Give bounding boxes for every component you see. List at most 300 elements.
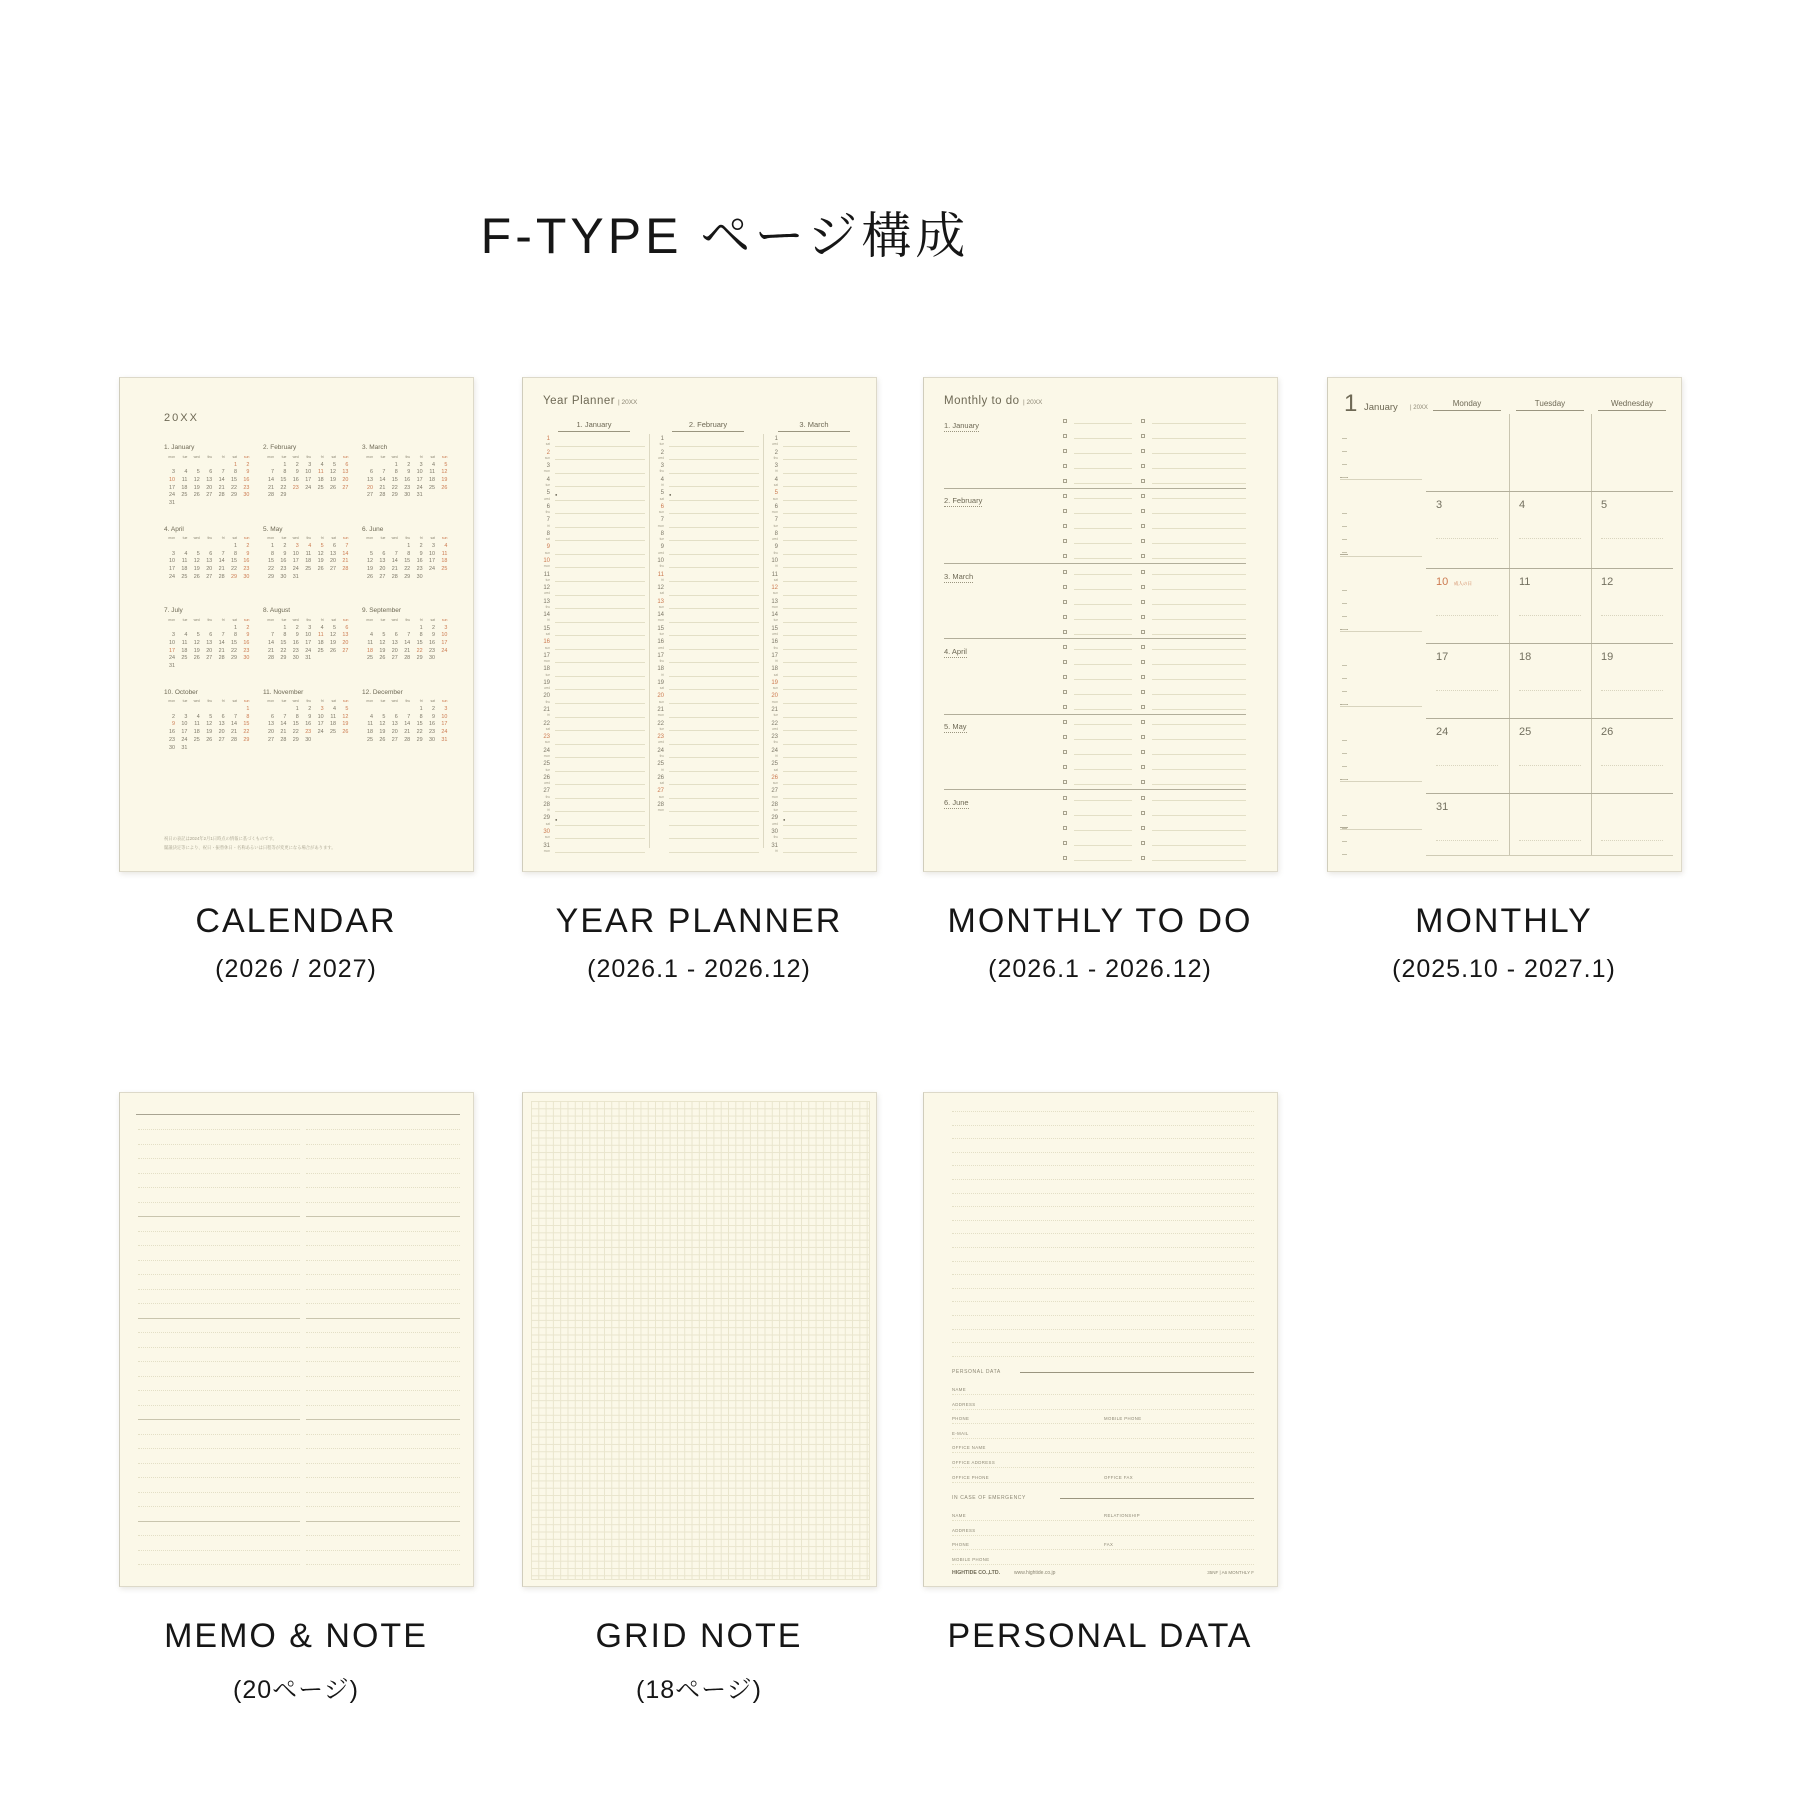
mini-date: 6 <box>271 713 274 720</box>
mini-date: 21 <box>342 558 349 565</box>
todo-line <box>1074 543 1132 544</box>
monthly-margin-dash <box>1342 854 1347 855</box>
memo-line <box>306 1535 460 1536</box>
mini-weekday-header: sat <box>430 454 435 459</box>
mini-date: 8 <box>394 469 398 476</box>
todo-checkbox <box>1063 570 1067 574</box>
mini-date: 30 <box>429 655 435 662</box>
mini-date: 26 <box>342 729 349 736</box>
mini-date: 24 <box>317 729 324 736</box>
year-planner-day-number: 12 <box>543 585 550 592</box>
todo-checkbox <box>1063 765 1067 769</box>
mini-date: 17 <box>169 484 175 491</box>
todo-line <box>1152 438 1246 439</box>
mini-weekday-header: mon <box>267 699 274 703</box>
year-planner-day-number: 27 <box>543 788 550 795</box>
mini-date: 24 <box>416 484 423 491</box>
year-planner-row-line <box>555 581 645 582</box>
year-planner-day-weekday: mon <box>543 469 550 474</box>
mini-date: 15 <box>231 476 237 483</box>
todo-checkbox <box>1063 660 1067 664</box>
mini-date: 25 <box>429 484 435 491</box>
year-planner-day-weekday: sun <box>544 455 550 460</box>
mini-date: 19 <box>193 566 200 573</box>
mini-weekday-header: tue <box>380 617 386 622</box>
mini-date: 15 <box>280 639 287 646</box>
mini-date: 11 <box>181 558 188 565</box>
mini-date: 22 <box>404 566 411 573</box>
year-planner-day-weekday: sun <box>658 510 664 515</box>
mini-date: 29 <box>404 573 411 580</box>
year-planner-row-line <box>555 852 645 853</box>
personal-field-line <box>952 1452 1254 1453</box>
monthly-margin-dash <box>1342 678 1347 679</box>
mini-date: 21 <box>268 647 274 654</box>
year-planner-row-line <box>669 595 759 596</box>
year-planner-row-line <box>555 595 645 596</box>
todo-checkbox <box>1141 796 1145 800</box>
caption-monthly-todo <box>900 902 1300 984</box>
mini-date: 4 <box>444 543 448 549</box>
mini-date: 2 <box>172 713 175 720</box>
mini-date: 12 <box>193 558 200 565</box>
todo-checkbox <box>1063 856 1067 860</box>
mini-month-label: 11. November <box>263 688 304 696</box>
memo-line <box>306 1390 460 1391</box>
mini-date: 5 <box>382 713 386 720</box>
personal-note-line <box>952 1220 1254 1221</box>
year-planner-row-line <box>783 567 857 568</box>
year-planner-day-number: 9 <box>660 544 664 551</box>
year-planner-day-number: 18 <box>543 666 550 673</box>
year-planner-row-line <box>669 459 759 460</box>
year-planner-day-weekday: sun <box>544 835 550 840</box>
mini-date: 20 <box>218 729 225 736</box>
year-planner-day-weekday: tue <box>773 808 778 813</box>
mini-date: 13 <box>330 550 336 557</box>
mini-date: 30 <box>404 492 411 499</box>
mini-date: 1 <box>283 461 287 468</box>
mini-date: 4 <box>184 550 188 557</box>
mini-date: 25 <box>181 492 188 499</box>
monthly-margin-dash <box>1342 704 1347 705</box>
monthly-date: 19 <box>1601 651 1614 663</box>
mini-date: 29 <box>243 736 250 743</box>
year-planner-day-weekday: sun <box>544 740 550 745</box>
year-planner-day-number: 23 <box>543 734 550 741</box>
year-planner-day-number: 24 <box>771 747 778 754</box>
thumbnail-monthly-todo-page <box>923 377 1278 872</box>
year-planner-day-number: 8 <box>660 530 664 537</box>
mini-date: 31 <box>181 744 188 751</box>
mini-date: 10 <box>169 558 175 565</box>
todo-checkbox <box>1141 449 1145 453</box>
mini-date: 20 <box>206 647 213 654</box>
year-planner-row-line <box>555 744 645 745</box>
mini-weekday-header: sun <box>342 536 349 540</box>
todo-line <box>1074 815 1132 816</box>
todo-line <box>1152 649 1246 650</box>
year-planner-day-weekday: mon <box>657 618 664 623</box>
mini-date: 24 <box>441 647 448 654</box>
mini-date: 30 <box>169 744 175 751</box>
mini-date: 21 <box>404 729 411 736</box>
mini-date: 24 <box>305 484 312 491</box>
personal-field-line <box>952 1423 1254 1424</box>
mini-date: 25 <box>367 736 373 743</box>
monthly-margin-line <box>1340 556 1422 557</box>
year-planner-day-number: 13 <box>771 598 778 605</box>
mini-weekday-header: thu <box>207 536 213 540</box>
mini-date: 14 <box>218 639 225 646</box>
todo-line <box>1074 438 1132 439</box>
personal-field-line <box>952 1520 1254 1521</box>
monthly-date: 10 <box>1436 576 1449 588</box>
year-planner-row-line <box>783 717 857 718</box>
mini-date: 8 <box>295 713 299 720</box>
year-planner-day-number: 13 <box>543 598 550 605</box>
mini-month-label: 6. June <box>362 525 384 533</box>
mini-date: 15 <box>231 558 237 565</box>
mini-date: 17 <box>169 647 175 654</box>
year-planner-day-weekday: sun <box>658 794 664 799</box>
year-planner-day-weekday: tue <box>773 618 778 623</box>
mini-date: 19 <box>330 476 336 483</box>
year-planner-row-line <box>669 798 759 799</box>
year-planner-day-number: 4 <box>660 476 664 483</box>
personal-note-line <box>952 1165 1254 1166</box>
mini-date: 18 <box>181 484 188 491</box>
personal-field-label: MOBILE PHONE <box>952 1556 990 1562</box>
year-planner-day-number: 13 <box>657 598 664 605</box>
todo-checkbox <box>1141 690 1145 694</box>
mini-date: 13 <box>391 639 398 646</box>
todo-checkbox <box>1141 539 1145 543</box>
mini-weekday-header: sun <box>243 699 250 703</box>
mini-month <box>164 607 256 683</box>
mini-date: 17 <box>292 558 299 565</box>
monthly-grid-hline <box>1426 491 1673 492</box>
mini-date: 10 <box>416 469 423 476</box>
mini-date: 23 <box>243 566 250 573</box>
mini-date: 9 <box>172 721 175 728</box>
year-planner-day-number: 28 <box>771 801 778 808</box>
year-planner-day-number: 6 <box>774 503 778 510</box>
caption-calendar-title: CALENDAR <box>195 902 397 940</box>
personal-field-label: OFFICE NAME <box>952 1445 986 1451</box>
mini-date: 19 <box>193 484 200 491</box>
year-planner-day-weekday: wed <box>772 632 778 636</box>
year-planner-day-number: 15 <box>543 625 550 632</box>
year-planner-row-line <box>669 744 759 745</box>
mini-weekday-header: fri <box>419 536 423 540</box>
memo-line <box>138 1564 300 1565</box>
mini-date: 21 <box>218 484 225 491</box>
mini-date: 10 <box>441 632 448 639</box>
mini-date: 19 <box>330 639 336 646</box>
mini-date: 31 <box>441 736 448 743</box>
year-planner-day-number: 9 <box>774 544 778 551</box>
year-planner-day-weekday: sun <box>544 550 550 555</box>
todo-line <box>1152 483 1246 484</box>
year-planner-day-number: 28 <box>543 801 550 808</box>
memo-line <box>306 1144 460 1145</box>
mini-date: 8 <box>419 713 423 720</box>
mini-date: 14 <box>231 721 237 728</box>
mini-date: 24 <box>169 492 175 499</box>
year-planner-day-weekday: thu <box>545 699 550 704</box>
mini-date: 19 <box>193 647 200 654</box>
mini-date: 7 <box>234 713 237 720</box>
mini-weekday-header: mon <box>168 617 175 622</box>
mini-date: 16 <box>429 721 435 728</box>
mini-date: 14 <box>268 476 274 483</box>
mini-month-label: 9. September <box>362 607 402 614</box>
year-planner-day-weekday: wed <box>658 740 664 745</box>
year-planner-day-weekday: fri <box>547 808 550 813</box>
personal-field-line <box>952 1482 1254 1483</box>
mini-weekday-header: sun <box>441 699 448 703</box>
mini-date: 26 <box>193 492 200 499</box>
year-planner-day-number: 17 <box>771 652 778 659</box>
year-planner-row-line <box>783 730 857 731</box>
todo-line <box>1074 679 1132 680</box>
mini-date: 8 <box>246 713 250 720</box>
mini-date: 22 <box>280 647 287 654</box>
mini-weekday-header: tue <box>182 536 188 540</box>
mini-date: 8 <box>419 632 423 639</box>
year-planner-day-number: 25 <box>657 761 664 768</box>
mini-date: 26 <box>193 573 200 580</box>
memo-line <box>138 1550 300 1551</box>
memo-line <box>138 1405 300 1406</box>
year-planner-day-weekday: sat <box>773 672 778 677</box>
mini-date: 23 <box>292 647 299 654</box>
calendar-disclaimer-line2: 閣議決定等により、祝日・振替休日・名称あるいは日程等が変更になる場合があります。 <box>164 845 336 850</box>
year-planner-row-line <box>555 527 645 528</box>
mini-month <box>164 689 256 765</box>
caption-year-planner-title: YEAR PLANNER <box>555 902 843 940</box>
memo-line <box>306 1158 460 1159</box>
mini-date: 12 <box>193 476 200 483</box>
monthly-margin-dash <box>1342 590 1347 591</box>
personal-note-line <box>952 1356 1254 1357</box>
mini-date: 14 <box>391 558 398 565</box>
mini-date: 4 <box>320 461 324 468</box>
monthly-grid-hline <box>1426 718 1673 719</box>
mini-date: 15 <box>416 721 423 728</box>
year-planner-row-line <box>783 771 857 772</box>
monthly-margin-line <box>1340 479 1422 480</box>
personal-field-line <box>952 1438 1254 1439</box>
monthly-margin-dash <box>1342 603 1347 604</box>
year-planner-day-number: 12 <box>771 585 778 592</box>
caption-year-planner <box>499 902 899 984</box>
mini-weekday-header: thu <box>306 617 312 622</box>
mini-date: 8 <box>407 550 411 557</box>
year-planner-day-number: 7 <box>660 517 664 524</box>
mini-weekday-header: wed <box>391 699 398 703</box>
year-planner-row-line <box>555 459 645 460</box>
year-planner-row-line <box>555 784 645 785</box>
year-planner-row-line <box>555 825 645 826</box>
mini-date: 11 <box>429 469 435 476</box>
mini-date: 12 <box>317 550 324 557</box>
caption-monthly-todo-range: (2026.1 - 2026.12) <box>988 955 1212 983</box>
mini-date: 3 <box>320 706 324 712</box>
monthly-margin-dash <box>1342 539 1347 540</box>
monthly-margin-dash <box>1342 629 1347 630</box>
mini-date: 2 <box>246 624 250 631</box>
mini-weekday-header: sat <box>331 454 336 459</box>
moon-phase-icon: ● <box>555 492 558 498</box>
year-planner-month-header: 1. January <box>558 420 630 432</box>
year-planner-row-line <box>783 513 857 514</box>
mini-date: 23 <box>429 729 435 736</box>
caption-grid-note-title: GRID NOTE <box>595 1617 803 1655</box>
mini-weekday-header: fri <box>419 699 423 703</box>
todo-line <box>1152 784 1246 785</box>
mini-date: 27 <box>206 492 213 499</box>
year-planner-row-line <box>555 635 645 636</box>
monthly-margin-dash <box>1342 779 1347 780</box>
mini-date: 22 <box>416 647 423 654</box>
year-planner-day-number: 14 <box>657 612 664 619</box>
todo-line <box>1152 769 1246 770</box>
todo-checkbox <box>1063 494 1067 498</box>
year-planner-day-weekday: sun <box>772 591 778 596</box>
memo-line <box>138 1332 300 1333</box>
year-planner-day-weekday: tue <box>773 713 778 718</box>
memo-line <box>306 1477 460 1478</box>
year-planner-row-line <box>783 486 857 487</box>
mini-date: 9 <box>407 469 411 476</box>
todo-checkbox <box>1141 615 1145 619</box>
mini-date: 1 <box>394 461 398 468</box>
year-planner-day-weekday: wed <box>772 537 778 542</box>
mini-date: 5 <box>196 469 200 476</box>
mini-weekday-header: sun <box>441 454 448 459</box>
memo-line <box>138 1390 300 1391</box>
mini-weekday-header: sat <box>232 454 237 459</box>
mini-weekday-header: thu <box>207 699 213 703</box>
year-planner-day-weekday: thu <box>659 564 664 569</box>
mini-date: 18 <box>429 476 435 483</box>
year-planner-day-number: 17 <box>657 652 664 659</box>
mini-weekday-header: wed <box>292 699 299 703</box>
mini-date: 7 <box>271 632 274 639</box>
year-planner-day-weekday: fri <box>547 713 550 718</box>
memo-line <box>306 1318 460 1319</box>
monthly-todo-section-divider <box>944 488 1246 489</box>
mini-date: 8 <box>283 469 287 476</box>
memo-line <box>306 1405 460 1406</box>
mini-weekday-header: sat <box>430 617 435 622</box>
mini-date: 24 <box>169 573 175 580</box>
todo-checkbox <box>1141 494 1145 498</box>
moon-phase-icon: ● <box>555 817 558 823</box>
mini-date: 28 <box>342 566 349 573</box>
mini-date: 15 <box>268 558 274 565</box>
memo-line <box>306 1332 460 1333</box>
mini-date: 10 <box>292 550 299 557</box>
mini-date: 27 <box>330 566 336 573</box>
year-planner-day-number: 26 <box>543 774 550 781</box>
monthly-margin-tick <box>1340 554 1348 555</box>
monthly-margin-line <box>1340 706 1422 707</box>
monthly-margin-dash <box>1342 766 1347 767</box>
mini-date: 24 <box>441 729 448 736</box>
todo-checkbox <box>1063 419 1067 423</box>
year-planner-day-number: 11 <box>543 571 550 578</box>
personal-section-title: IN CASE OF EMERGENCY <box>952 1495 1026 1501</box>
moon-phase-icon: ● <box>783 817 786 823</box>
mini-date: 26 <box>367 573 373 580</box>
mini-date: 20 <box>391 647 398 654</box>
year-planner-day-weekday: tue <box>545 482 550 487</box>
mini-weekday-header: tue <box>281 454 287 459</box>
mini-date: 29 <box>280 492 287 499</box>
personal-field-label: OFFICE ADDRESS <box>952 1460 996 1465</box>
mini-date: 29 <box>416 655 423 662</box>
todo-line <box>1074 724 1132 725</box>
year-planner-row-line <box>783 838 857 839</box>
todo-line <box>1074 739 1132 740</box>
mini-date: 18 <box>181 647 188 654</box>
mini-date: 6 <box>394 632 398 639</box>
year-planner-day-weekday: thu <box>773 455 778 460</box>
year-planner-day-weekday: thu <box>545 604 550 609</box>
todo-line <box>1152 558 1246 559</box>
mini-date: 18 <box>367 729 373 736</box>
year-planner-day-number: 8 <box>546 530 550 537</box>
year-planner-day-number: 6 <box>660 503 664 510</box>
monthly-todo-heading-year: | 20XX <box>1023 399 1043 406</box>
mini-date: 5 <box>370 550 373 557</box>
year-planner-row-line <box>669 825 759 826</box>
year-planner-row-line <box>783 581 857 582</box>
year-planner-day-number: 20 <box>771 693 778 700</box>
year-planner-day-weekday: mon <box>771 604 778 609</box>
mini-date: 20 <box>330 558 336 565</box>
memo-line <box>138 1419 300 1420</box>
mini-date: 30 <box>292 655 299 662</box>
year-planner-row-line <box>669 527 759 528</box>
year-planner-day-number: 8 <box>774 530 778 537</box>
year-planner-day-number: 3 <box>660 463 664 470</box>
mini-date: 26 <box>206 736 213 743</box>
mini-date: 21 <box>218 566 225 573</box>
mini-date: 12 <box>379 639 386 646</box>
monthly-month-number: 1 <box>1344 390 1358 417</box>
mini-weekday-header: sat <box>331 536 336 540</box>
personal-field-line <box>952 1409 1254 1410</box>
mini-date: 21 <box>268 484 274 491</box>
year-planner-day-number: 21 <box>543 707 550 713</box>
mini-date: 9 <box>419 550 423 557</box>
todo-checkbox <box>1141 585 1145 589</box>
mini-date: 24 <box>181 736 188 743</box>
year-planner-day-number: 18 <box>657 666 664 673</box>
year-planner-row-line <box>669 784 759 785</box>
memo-line <box>138 1376 300 1377</box>
mini-date: 19 <box>379 729 386 736</box>
memo-line <box>138 1245 300 1246</box>
year-planner-day-weekday: wed <box>772 821 778 826</box>
mini-date: 16 <box>243 558 250 565</box>
year-planner-day-weekday: mon <box>771 794 778 799</box>
mini-date: 14 <box>268 639 274 646</box>
